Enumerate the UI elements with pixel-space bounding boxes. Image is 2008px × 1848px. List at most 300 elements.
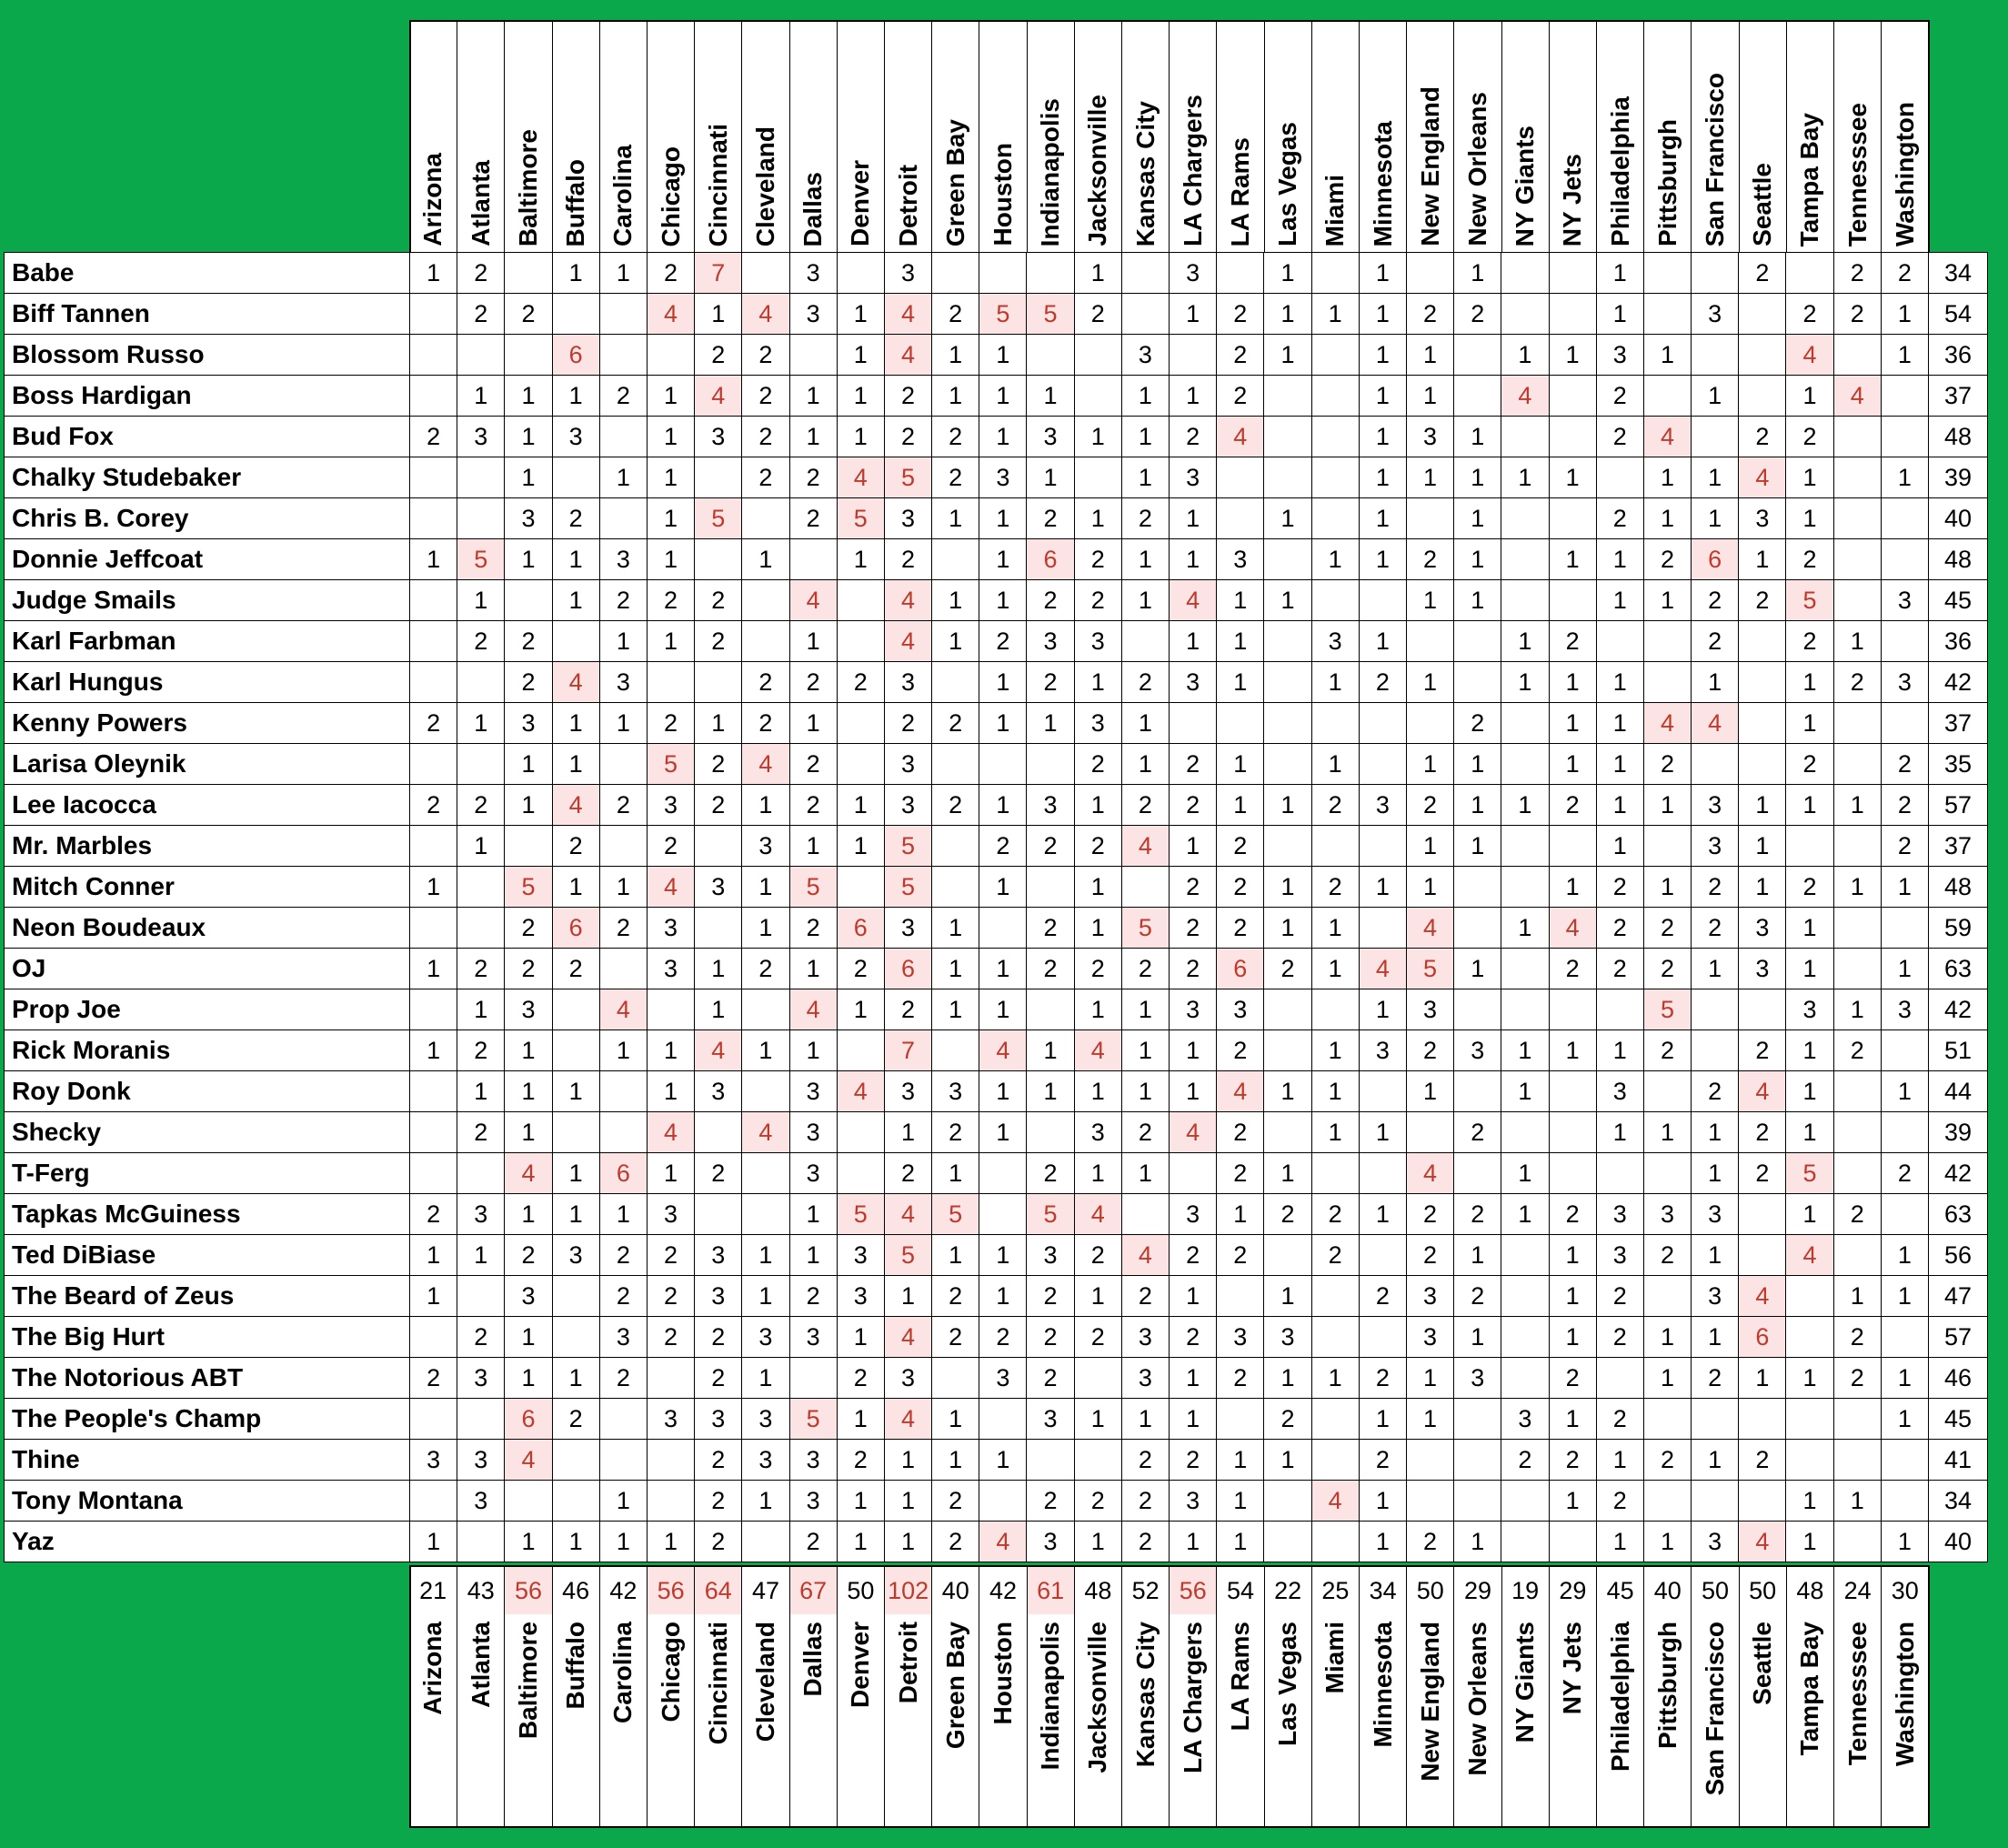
pick-cell: 3 [1074, 703, 1121, 744]
pick-cell [979, 1399, 1027, 1440]
pick-cell: 2 [932, 1276, 979, 1317]
pick-cell [1881, 1317, 1928, 1358]
pick-cell: 3 [1739, 949, 1786, 989]
pick-cell: 1 [1549, 335, 1596, 376]
team-header-tampa-bay [1786, 22, 1833, 252]
pick-cell [1264, 1112, 1311, 1153]
team-label: New Orleans [1462, 1622, 1491, 1776]
player-name: Ted DiBiase [5, 1235, 410, 1276]
player-name: Kenny Powers [5, 703, 410, 744]
pick-cell: 3 [1170, 989, 1217, 1030]
pick-cell [789, 539, 837, 580]
pick-cell: 3 [932, 1071, 979, 1112]
pick-cell: 3 [1596, 335, 1643, 376]
pick-cell: 1 [599, 867, 647, 908]
pick-cell: 1 [1786, 949, 1833, 989]
pick-cell: 1 [837, 539, 884, 580]
pick-cell: 1 [410, 949, 457, 989]
pick-cell [932, 826, 979, 867]
pick-cell: 1 [457, 580, 505, 621]
pick-cell [1170, 703, 1217, 744]
pick-cell: 2 [647, 1317, 694, 1358]
pick-cell [410, 376, 457, 417]
pick-cell: 5 [789, 1399, 837, 1440]
column-total: 22 [1264, 1567, 1311, 1614]
pick-cell: 1 [979, 662, 1027, 703]
pick-cell: 1 [1170, 498, 1217, 539]
pick-cell: 3 [1027, 417, 1074, 457]
pick-cell: 1 [1074, 1276, 1121, 1317]
pick-cell: 2 [505, 662, 552, 703]
pick-cell: 3 [884, 744, 931, 785]
team-header-ny-giants [1501, 22, 1549, 252]
pick-cell [742, 1522, 789, 1562]
team-label: NY Giants [1511, 1622, 1540, 1743]
pick-cell [457, 908, 505, 949]
pick-cell [1833, 498, 1881, 539]
pick-cell: 1 [979, 1440, 1027, 1481]
team-footer-houston [979, 1614, 1026, 1826]
pick-cell: 5 [695, 498, 742, 539]
column-total: 50 [1406, 1567, 1453, 1614]
pick-cell: 2 [884, 1153, 931, 1194]
pick-cell: 1 [1692, 498, 1739, 539]
pick-cell [1311, 1153, 1359, 1194]
pick-cell: 2 [1643, 1235, 1691, 1276]
pick-cell: 1 [505, 1358, 552, 1399]
pick-cell [552, 1440, 599, 1481]
pick-cell [505, 335, 552, 376]
pick-cell: 1 [979, 539, 1027, 580]
pick-cell: 3 [742, 1317, 789, 1358]
pick-cell: 2 [1121, 1112, 1169, 1153]
pick-cell: 2 [1549, 785, 1596, 826]
pick-cell [1264, 989, 1311, 1030]
team-footer-atlanta [457, 1614, 504, 1826]
pick-cell: 2 [1596, 1481, 1643, 1522]
pick-cell: 1 [1549, 1030, 1596, 1071]
pick-cell: 4 [884, 335, 931, 376]
pick-cell: 2 [1121, 949, 1169, 989]
pick-cell: 1 [552, 580, 599, 621]
pick-cell: 1 [1170, 376, 1217, 417]
pick-cell: 1 [599, 253, 647, 294]
pick-cell: 2 [1833, 662, 1881, 703]
pick-cell [695, 457, 742, 498]
row-total: 39 [1929, 457, 1988, 498]
pick-cell: 1 [1170, 1071, 1217, 1112]
pick-cell: 1 [1596, 1112, 1643, 1153]
pick-cell [1501, 1317, 1549, 1358]
pick-cell: 2 [599, 1358, 647, 1399]
team-header-jacksonville [1074, 22, 1121, 252]
pick-cell: 1 [837, 785, 884, 826]
pick-cell: 3 [1121, 335, 1169, 376]
pick-cell: 2 [1692, 621, 1739, 662]
pick-cell: 5 [1027, 294, 1074, 335]
pick-cell [979, 744, 1027, 785]
column-total: 19 [1501, 1567, 1549, 1614]
pick-cell [1359, 703, 1406, 744]
pick-cell [410, 989, 457, 1030]
table-row [5, 1194, 1988, 1235]
pick-cell [1692, 417, 1739, 457]
team-label: Pittsburgh [1652, 119, 1682, 246]
pick-cell [1739, 703, 1786, 744]
pick-cell: 1 [1501, 457, 1549, 498]
pick-cell [457, 1276, 505, 1317]
pick-cell [1264, 1481, 1311, 1522]
team-footer-washington [1881, 1614, 1928, 1826]
team-label: Seattle [1748, 1622, 1777, 1705]
pick-cell: 3 [884, 498, 931, 539]
team-label: Baltimore [513, 128, 542, 246]
pick-cell: 5 [457, 539, 505, 580]
pick-cell: 2 [1549, 621, 1596, 662]
pick-cell: 1 [1881, 949, 1928, 989]
row-total: 45 [1929, 1399, 1988, 1440]
pick-cell: 1 [932, 949, 979, 989]
pick-cell: 3 [599, 1317, 647, 1358]
pick-cell: 2 [1786, 744, 1833, 785]
pick-cell: 2 [1596, 417, 1643, 457]
pick-cell [599, 1440, 647, 1481]
pick-cell: 1 [552, 867, 599, 908]
pick-cell: 1 [1406, 457, 1453, 498]
pick-cell: 4 [552, 662, 599, 703]
pick-cell [410, 580, 457, 621]
pick-cell [837, 580, 884, 621]
pick-cell: 1 [742, 1358, 789, 1399]
pick-cell: 4 [1170, 580, 1217, 621]
pick-cell: 1 [742, 867, 789, 908]
pick-cell: 1 [1501, 1194, 1549, 1235]
pick-cell: 2 [1217, 1030, 1264, 1071]
pick-cell [1311, 703, 1359, 744]
pick-cell: 3 [1406, 989, 1453, 1030]
pick-cell [410, 621, 457, 662]
pick-cell: 1 [837, 826, 884, 867]
pick-cell [1881, 1112, 1928, 1153]
pick-cell: 1 [979, 949, 1027, 989]
pick-cell: 3 [1454, 1358, 1501, 1399]
pick-cell [1643, 253, 1691, 294]
pick-cell: 1 [1359, 457, 1406, 498]
pick-cell [1359, 580, 1406, 621]
pick-cell [1596, 621, 1643, 662]
pick-cell: 1 [1549, 1481, 1596, 1522]
team-label: Cincinnati [703, 123, 732, 246]
pick-cell [1643, 1276, 1691, 1317]
team-footer-tampa-bay [1786, 1614, 1833, 1826]
team-header-chicago [647, 22, 694, 252]
pick-cell [1501, 867, 1549, 908]
pick-cell [1217, 253, 1264, 294]
team-header-seattle [1739, 22, 1786, 252]
player-name: Chalky Studebaker [5, 457, 410, 498]
pick-cell: 6 [837, 908, 884, 949]
pick-cell: 1 [1264, 1276, 1311, 1317]
pick-cell: 5 [884, 867, 931, 908]
team-label: Minnesota [1368, 1622, 1397, 1748]
team-label: Dallas [798, 171, 828, 246]
row-total: 47 [1929, 1276, 1988, 1317]
pick-cell: 3 [789, 1317, 837, 1358]
pick-cell: 1 [1596, 785, 1643, 826]
pick-cell [1027, 744, 1074, 785]
column-total: 34 [1359, 1567, 1406, 1614]
pick-cell: 1 [410, 253, 457, 294]
pick-cell [1692, 335, 1739, 376]
pick-cell: 2 [1121, 1440, 1169, 1481]
pick-cell: 1 [1311, 1030, 1359, 1071]
pick-cell: 1 [410, 1030, 457, 1071]
row-total: 51 [1929, 1030, 1988, 1071]
pick-cell: 1 [1121, 744, 1169, 785]
pick-cell: 1 [1027, 376, 1074, 417]
pick-cell: 1 [742, 1235, 789, 1276]
pick-cell [457, 1153, 505, 1194]
team-header-new-england [1406, 22, 1453, 252]
pick-cell [1406, 1481, 1453, 1522]
pick-cell: 3 [1217, 989, 1264, 1030]
pick-cell [742, 580, 789, 621]
pick-cell [1359, 1235, 1406, 1276]
pick-cell [410, 908, 457, 949]
pick-cell: 2 [1359, 1440, 1406, 1481]
row-total: 36 [1929, 621, 1988, 662]
team-footer-detroit [884, 1614, 931, 1826]
table-row [5, 1030, 1988, 1071]
team-label: Atlanta [466, 160, 495, 246]
pick-cell: 1 [932, 1153, 979, 1194]
pick-cell [1264, 662, 1311, 703]
pick-cell: 1 [837, 417, 884, 457]
pick-cell [1406, 703, 1453, 744]
pick-cell: 1 [599, 1481, 647, 1522]
pick-cell: 3 [647, 1194, 694, 1235]
pick-cell: 3 [1170, 457, 1217, 498]
pick-cell: 4 [1217, 417, 1264, 457]
pick-cell: 5 [837, 498, 884, 539]
pick-cell: 1 [505, 1317, 552, 1358]
pick-cell: 1 [1170, 621, 1217, 662]
pick-cell [1739, 1194, 1786, 1235]
pick-cell: 3 [599, 539, 647, 580]
pick-cell: 1 [505, 785, 552, 826]
table-row [5, 1276, 1988, 1317]
pick-cell: 5 [884, 457, 931, 498]
pick-cell: 2 [1833, 294, 1881, 335]
pick-cell: 1 [1501, 662, 1549, 703]
pick-cell: 2 [1643, 908, 1691, 949]
team-label: Baltimore [513, 1622, 542, 1740]
team-label: Miami [1320, 1622, 1350, 1694]
pick-cell: 1 [1692, 1153, 1739, 1194]
pick-cell: 1 [1596, 294, 1643, 335]
pick-cell: 1 [1881, 294, 1928, 335]
team-footer-seattle [1739, 1614, 1786, 1826]
pick-cell [1501, 949, 1549, 989]
pick-cell: 1 [695, 949, 742, 989]
pick-cell: 1 [742, 1481, 789, 1522]
team-label: Cincinnati [703, 1622, 732, 1745]
pick-cell: 2 [1121, 1276, 1169, 1317]
pick-cell: 1 [884, 1481, 931, 1522]
team-footer-green-bay [931, 1614, 979, 1826]
pick-cell: 1 [1643, 580, 1691, 621]
team-label: Jacksonville [1083, 95, 1112, 246]
pick-cell: 3 [1121, 1358, 1169, 1399]
row-total: 59 [1929, 908, 1988, 949]
pick-cell [1549, 417, 1596, 457]
team-label: Kansas City [1130, 100, 1160, 246]
pick-cell: 1 [647, 1030, 694, 1071]
pick-cell: 1 [1692, 662, 1739, 703]
pick-cell: 1 [1833, 621, 1881, 662]
pick-cell: 2 [457, 1030, 505, 1071]
pick-cell [1074, 1358, 1121, 1399]
pick-cell: 2 [1833, 1358, 1881, 1399]
pick-cell [1311, 376, 1359, 417]
team-label: Kansas City [1130, 1622, 1160, 1768]
pick-cell [837, 253, 884, 294]
team-footer-dallas [789, 1614, 837, 1826]
player-name: Karl Farbman [5, 621, 410, 662]
pick-cell [1264, 1030, 1311, 1071]
pick-cell: 1 [1121, 1071, 1169, 1112]
pick-cell [1549, 498, 1596, 539]
pick-cell: 2 [789, 1522, 837, 1562]
pick-cell: 1 [932, 908, 979, 949]
team-header-arizona [409, 22, 457, 252]
pick-cell: 1 [647, 621, 694, 662]
pick-cell: 1 [1217, 744, 1264, 785]
pick-cell: 3 [1406, 1276, 1453, 1317]
pick-cell: 1 [1170, 1358, 1217, 1399]
pick-cell [695, 662, 742, 703]
team-header-minnesota [1359, 22, 1406, 252]
pick-cell [1311, 580, 1359, 621]
pick-cell: 1 [1881, 457, 1928, 498]
pick-cell: 1 [1027, 457, 1074, 498]
pick-cell [742, 1071, 789, 1112]
pick-cell: 2 [1311, 1235, 1359, 1276]
pick-cell [1454, 335, 1501, 376]
pick-cell: 5 [1406, 949, 1453, 989]
pick-cell [979, 908, 1027, 949]
team-header-kansas-city [1121, 22, 1169, 252]
team-label: Washington [1890, 1622, 1919, 1767]
player-name: Bud Fox [5, 417, 410, 457]
pick-cell: 3 [695, 1071, 742, 1112]
pick-cell: 2 [1359, 1358, 1406, 1399]
pick-cell [1501, 1276, 1549, 1317]
pick-cell [647, 335, 694, 376]
pick-cell [457, 662, 505, 703]
pick-cell [1692, 989, 1739, 1030]
pick-grid-table [4, 252, 1988, 1562]
pick-cell: 2 [1406, 785, 1453, 826]
pick-cell: 1 [1217, 1522, 1264, 1562]
row-total: 63 [1929, 949, 1988, 989]
player-name: The Notorious ABT [5, 1358, 410, 1399]
pick-cell: 1 [1881, 1071, 1928, 1112]
team-label: Arizona [418, 1622, 447, 1715]
pick-cell: 1 [505, 457, 552, 498]
pick-cell [1739, 744, 1786, 785]
team-label: NY Giants [1511, 125, 1540, 246]
column-total: 42 [599, 1567, 647, 1614]
row-total: 40 [1929, 1522, 1988, 1562]
pick-cell: 3 [1027, 1399, 1074, 1440]
pick-cell: 2 [1217, 376, 1264, 417]
pick-cell: 2 [1692, 867, 1739, 908]
pick-cell: 4 [884, 1399, 931, 1440]
pick-cell: 1 [1549, 867, 1596, 908]
pick-cell: 3 [789, 1112, 837, 1153]
pick-cell [1264, 621, 1311, 662]
pick-cell: 3 [1692, 785, 1739, 826]
pick-cell: 1 [1027, 1071, 1074, 1112]
pick-cell: 1 [1074, 908, 1121, 949]
pick-cell: 1 [789, 949, 837, 989]
team-label: Miami [1320, 174, 1350, 246]
pick-cell: 4 [505, 1440, 552, 1481]
pick-cell [1549, 1112, 1596, 1153]
pick-cell: 3 [1692, 294, 1739, 335]
pick-cell: 2 [410, 785, 457, 826]
pick-cell [1027, 335, 1074, 376]
pick-cell: 4 [505, 1153, 552, 1194]
team-header-atlanta [457, 22, 504, 252]
player-name: Shecky [5, 1112, 410, 1153]
pick-cell [742, 498, 789, 539]
pick-cell: 1 [932, 1440, 979, 1481]
column-total: 50 [1691, 1567, 1738, 1614]
team-footer-minnesota [1359, 1614, 1406, 1826]
pick-cell: 1 [647, 376, 694, 417]
pick-cell: 1 [457, 703, 505, 744]
pick-cell: 1 [1027, 703, 1074, 744]
pick-cell: 3 [695, 417, 742, 457]
pick-cell: 1 [789, 826, 837, 867]
pick-cell: 1 [1074, 1522, 1121, 1562]
pick-cell [742, 621, 789, 662]
pick-cell: 1 [1596, 1030, 1643, 1071]
pick-cell: 2 [789, 785, 837, 826]
pick-cell: 3 [1170, 1194, 1217, 1235]
pick-cell: 1 [1264, 1071, 1311, 1112]
pick-cell: 2 [505, 621, 552, 662]
pick-cell: 2 [932, 1112, 979, 1153]
pick-cell [552, 457, 599, 498]
pick-cell [837, 1112, 884, 1153]
pick-cell [1264, 457, 1311, 498]
pick-cell: 2 [1170, 744, 1217, 785]
pick-cell [505, 253, 552, 294]
pick-cell: 1 [1786, 1481, 1833, 1522]
pick-cell: 1 [1833, 867, 1881, 908]
team-label: LA Rams [1225, 1622, 1254, 1732]
pick-cell: 1 [1311, 539, 1359, 580]
pick-cell [932, 867, 979, 908]
pick-cell: 1 [1596, 826, 1643, 867]
pick-cell [695, 539, 742, 580]
pick-cell: 3 [1406, 417, 1453, 457]
pick-cell: 5 [1027, 1194, 1074, 1235]
pick-cell: 7 [695, 253, 742, 294]
